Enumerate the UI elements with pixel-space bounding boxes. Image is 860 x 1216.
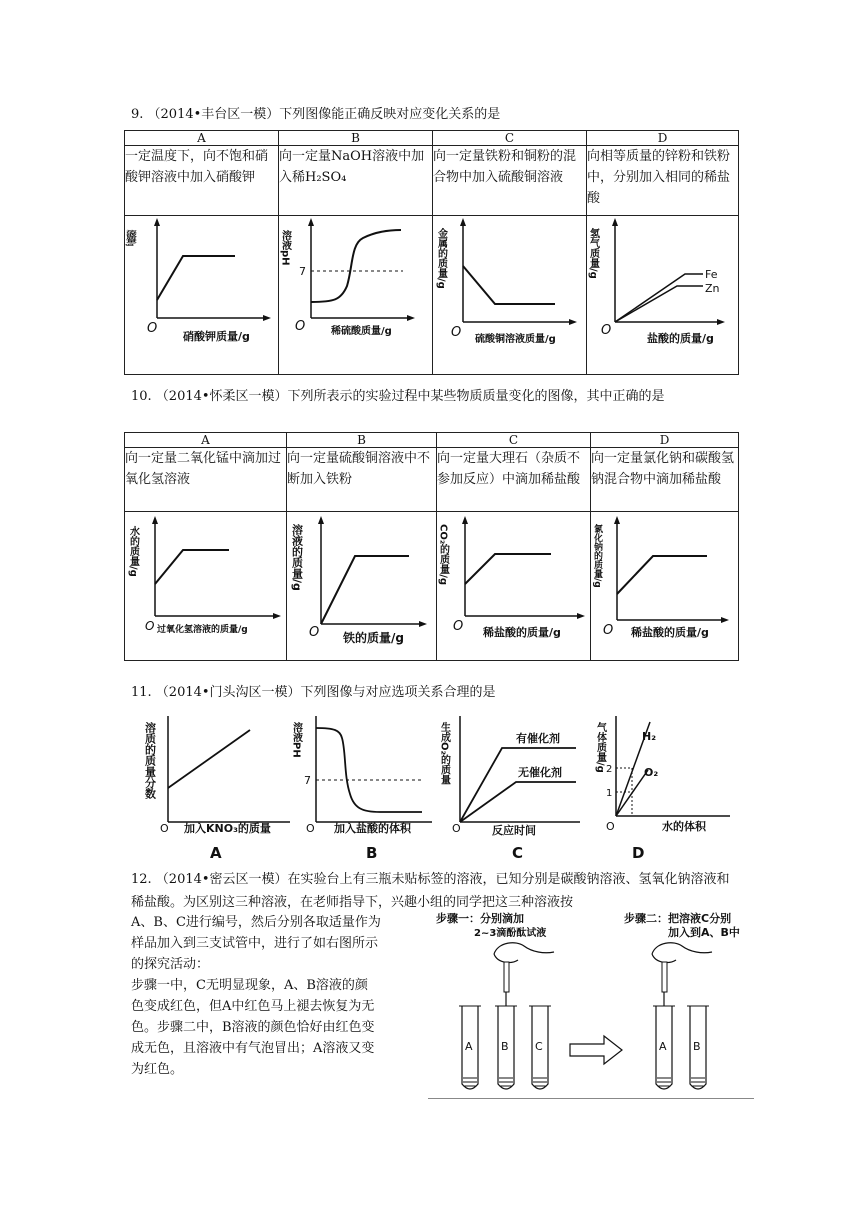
q9-graph-d: [587, 216, 739, 375]
test-tube-icon: [687, 1006, 709, 1089]
q9-title: 9. （2014•丰台区一模）下列图像能正确反映对应变化关系的是: [131, 107, 501, 122]
q12-line: 色变成红色，但A中红色马上褪去恢复为无: [131, 999, 375, 1014]
q12-step2-label: 步骤二：把溶液C分别: [624, 912, 732, 925]
q12-line: 成无色，且溶液中有气泡冒出；A溶液又变: [131, 1041, 375, 1056]
q9-header-a: A: [125, 131, 279, 146]
q11b-tick: 7: [304, 774, 311, 787]
q9d-series-zn: Zn: [705, 282, 720, 295]
q11a-ylabel: 溶质的质量分数: [143, 722, 157, 799]
q11-graph-b: [291, 716, 433, 862]
tube-label: A: [465, 1040, 473, 1053]
q9d-ylabel: 氢气质量/g: [587, 228, 599, 279]
q10-desc-c: 向一定量大理石（杂质不参加反应）中滴加稀盐酸: [437, 448, 591, 512]
test-tube-icon: [459, 1006, 481, 1089]
q9b-xlabel: 稀硫酸质量/g: [331, 326, 392, 337]
q10b-origin: O: [309, 625, 320, 640]
q10-header-c: C: [437, 433, 591, 448]
q11d-letter: D: [632, 844, 645, 862]
q10a-origin: O: [145, 619, 155, 633]
q11d-ylabel: 气体质量/g: [594, 722, 606, 773]
q12-line: 样品加入到三支试管中，进行了如右图所示: [131, 936, 379, 951]
q11c-letter: C: [512, 844, 524, 862]
q9-graph-c: [433, 216, 587, 375]
q10-desc-b: 向一定量硫酸铜溶液中不断加入铁粉: [287, 448, 437, 512]
q11a-xlabel: 加入KNO₃的质量: [184, 822, 271, 835]
arrow-right-icon: [570, 1036, 622, 1064]
q11-graph-a: [144, 716, 291, 862]
q10d-origin: O: [603, 623, 614, 638]
q11b-letter: B: [366, 844, 378, 862]
q10b-xlabel: 铁的质量/g: [343, 631, 404, 645]
test-tube-icon: [495, 1006, 517, 1089]
q9-table: [124, 130, 739, 375]
q10-graph-d: [591, 512, 739, 661]
q11b-xlabel: 加入盐酸的体积: [334, 822, 411, 835]
q11-graphs: [140, 712, 740, 864]
q10c-origin: O: [453, 619, 464, 634]
q12-step1-label: 步骤一：分别滴加: [436, 912, 524, 925]
tube-label: B: [693, 1040, 701, 1053]
q9c-origin: O: [451, 325, 462, 340]
q9-desc-c: 向一定量铁粉和铜粉的混合物中加入硫酸铜溶液: [433, 146, 587, 216]
dropper-hand-icon: [652, 943, 712, 1006]
q10-table: [124, 432, 739, 661]
tube-label: C: [535, 1040, 543, 1053]
q9d-xlabel: 盐酸的质量/g: [647, 332, 714, 345]
q11-graph-d: [595, 716, 731, 862]
q11-title: 11. （2014•门头沟区一模）下列图像与对应选项关系合理的是: [131, 685, 496, 700]
q9-desc-b: 向一定量NaOH溶液中加入稀H₂SO₄: [279, 146, 433, 216]
q9b-ylabel: 溶液pH: [279, 230, 291, 266]
q9a-ylabel: 溶液质量/g: [125, 230, 138, 286]
q10-header-a: A: [125, 433, 287, 448]
q9-desc-a: 一定温度下，向不饱和硝酸钾溶液中加入硝酸钾: [125, 146, 279, 216]
q10c-xlabel: 稀盐酸的质量/g: [483, 626, 561, 639]
q12-line: A、B、C进行编号，然后分别各取适量作为: [131, 915, 381, 930]
q9-graph-b: [279, 216, 433, 375]
q10d-xlabel: 稀盐酸的质量/g: [631, 626, 709, 639]
q9d-origin: O: [601, 323, 612, 338]
q9-desc-d: 向相等质量的锌粉和铁粉中，分别加入相同的稀盐酸: [587, 146, 739, 216]
q11a-origin: O: [160, 822, 169, 835]
q12-title: 12. （2014•密云区一模）在实验台上有三瓶未贴标签的溶液，已知分别是碳酸钠溶液、氢氧化钠溶液和稀盐酸。为区别这三种溶液，在老师指导下，兴趣小组的同学把这三种溶液按: [131, 872, 730, 910]
tube-label: B: [501, 1040, 509, 1053]
q9-header-b: B: [279, 131, 433, 146]
q12-step1-sub: 2~3滴酚酞试液: [474, 928, 547, 939]
test-tube-icon: [653, 1006, 675, 1089]
q12-line: 步骤一中，C无明显现象，A、B溶液的颜: [131, 978, 368, 993]
q10a-xlabel: 过氧化氢溶液的质量/g: [157, 625, 248, 635]
q10-header-d: D: [591, 433, 739, 448]
q11a-letter: A: [210, 844, 222, 862]
q9b-origin: O: [295, 319, 306, 334]
q10d-ylabel: 氯化钠的质量/g: [592, 524, 602, 588]
q12-line: 色。步骤二中，B溶液的颜色恰好由红色变: [131, 1020, 375, 1035]
q9b-tick: 7: [299, 265, 306, 278]
q9-graph-a: [125, 216, 279, 375]
q12-step2-sub: 加入到A、B中: [668, 926, 740, 939]
q12-body: [131, 912, 423, 1080]
q10-graph-a: [125, 512, 287, 661]
q9d-series-fe: Fe: [705, 268, 718, 281]
q10b-ylabel: 溶液的质量/g: [290, 524, 304, 591]
q11c-origin: O: [452, 822, 461, 835]
q10-desc-a: 向一定量二氧化锰中滴加过氧化氢溶液: [125, 448, 287, 512]
q9-header-d: D: [587, 131, 739, 146]
q10a-ylabel: 水的质量/g: [127, 526, 139, 577]
q10-graph-c: [437, 512, 591, 661]
q11c-xlabel: 反应时间: [492, 824, 536, 837]
q10-title: 10. （2014•怀柔区一模）下列所表示的实验过程中某些物质质量变化的图像，其中正确的是: [131, 389, 665, 404]
q9a-origin: O: [147, 321, 158, 336]
q11b-ylabel: 溶液PH: [290, 722, 302, 758]
q11c-ylabel: 生成O₂的质量: [438, 722, 450, 785]
q11d-series-h2: H₂: [642, 730, 657, 743]
q9-header-c: C: [433, 131, 587, 146]
q11d-xlabel: 水的体积: [662, 820, 706, 833]
q11c-series-nocatalyst: 无催化剂: [518, 766, 562, 779]
q9c-ylabel: 金属的质量/g: [435, 228, 447, 289]
q11d-tick-1: 1: [606, 788, 613, 799]
q9a-xlabel: 硝酸钾质量/g: [183, 330, 250, 343]
q12-line: 的探究活动：: [131, 957, 210, 972]
q10-desc-d: 向一定量氯化钠和碳酸氢钠混合物中滴加稀盐酸: [591, 448, 739, 512]
q10-graph-b: [287, 512, 437, 661]
q10-header-b: B: [287, 433, 437, 448]
dropper-hand-icon: [494, 943, 554, 1006]
q11d-tick-2: 2: [606, 764, 613, 775]
q11-graph-c: [439, 716, 581, 862]
tube-label: A: [659, 1040, 667, 1053]
test-tube-icon: [529, 1006, 551, 1089]
q9c-xlabel: 硫酸铜溶液质量/g: [475, 334, 556, 345]
q11b-origin: O: [306, 822, 315, 835]
q11d-series-o2: O₂: [644, 766, 659, 779]
q11d-origin: O: [606, 820, 615, 833]
q11c-series-catalyst: 有催化剂: [516, 732, 560, 745]
q12-line: 为红色。: [131, 1062, 184, 1077]
q12-figure: [428, 906, 754, 1099]
q10c-ylabel: CO₂的质量/g: [437, 524, 449, 586]
